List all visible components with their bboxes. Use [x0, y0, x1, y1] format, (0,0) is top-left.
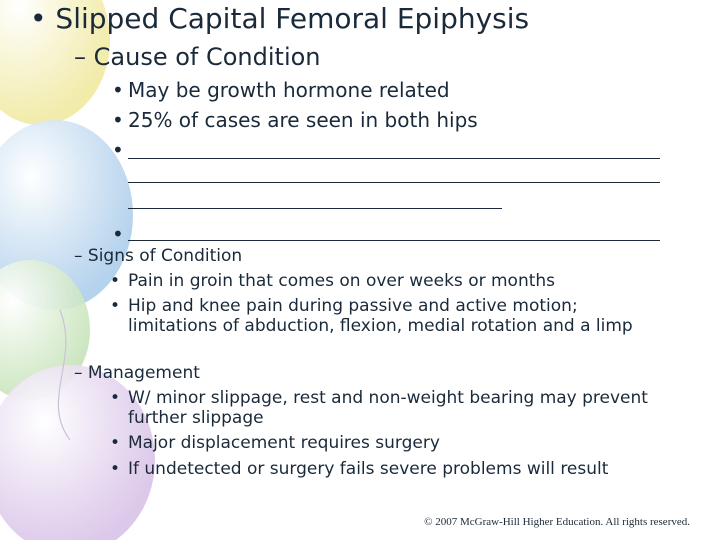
signs-item-1 [110, 271, 670, 291]
management-item-text: If undetected or surgery fails severe problems will result [128, 459, 609, 479]
bullet-icon: • [110, 459, 121, 479]
dash-icon: – [74, 363, 83, 383]
management-item-1 [110, 388, 670, 428]
cause-item-1 [112, 78, 450, 102]
title-text: Slipped Capital Femoral Epiphysis [55, 2, 530, 35]
dash-icon: – [74, 43, 86, 71]
bullet-icon: • [112, 138, 124, 162]
bullet-icon: • [112, 108, 124, 132]
dash-icon: – [74, 246, 83, 266]
blank-line [128, 158, 660, 159]
bullet-icon: • [112, 78, 124, 102]
blank-item-1 [112, 138, 124, 162]
bullet-icon: • [30, 2, 47, 35]
signs-item-text: Hip and knee pain during passive and active motion; limitations of abduction, flexion, medial rotation and a limp [128, 296, 633, 336]
blank-line [128, 182, 660, 183]
management-heading-text: Management [87, 363, 200, 383]
subtitle [74, 42, 321, 72]
blank-line [128, 240, 660, 241]
management-heading [74, 363, 200, 383]
bullet-icon: • [110, 433, 121, 453]
signs-heading-text: Signs of Condition [87, 246, 243, 266]
cause-item-text: May be growth hormone related [128, 78, 450, 102]
signs-item-2 [110, 296, 670, 336]
subtitle-text: Cause of Condition [93, 43, 321, 71]
management-item-3 [110, 459, 670, 479]
management-item-text: Major displacement requires surgery [128, 433, 440, 453]
management-item-2 [110, 433, 670, 453]
management-item-text: W/ minor slippage, rest and non-weight bearing may prevent further slippage [128, 388, 648, 428]
slide-title [30, 2, 529, 36]
blank-line [128, 208, 502, 209]
bullet-icon: • [110, 296, 121, 316]
signs-item-text: Pain in groin that comes on over weeks or months [128, 271, 556, 291]
copyright-footer: © 2007 McGraw-Hill Higher Education. All rights reserved. [424, 516, 690, 528]
bullet-icon: • [110, 388, 121, 408]
signs-heading [74, 246, 242, 266]
cause-item-2 [112, 108, 478, 132]
bullet-icon: • [110, 271, 121, 291]
blank-item-2 [112, 222, 124, 246]
cause-item-text: 25% of cases are seen in both hips [128, 108, 478, 132]
bullet-icon: • [112, 222, 124, 246]
